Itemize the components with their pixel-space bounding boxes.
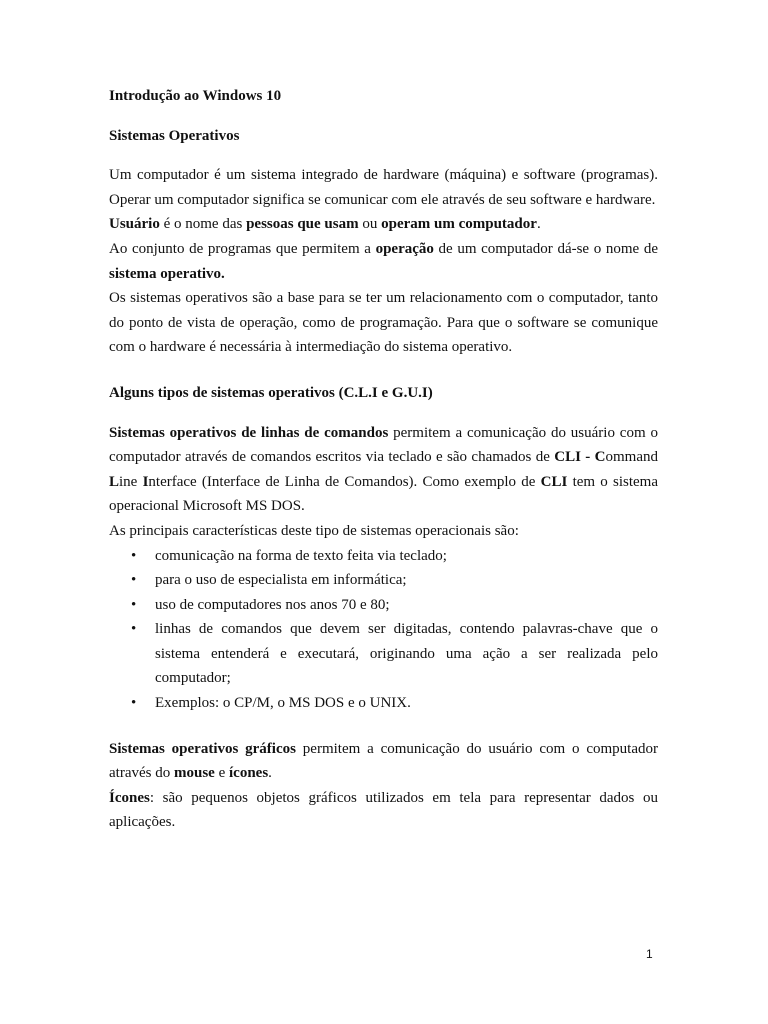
- bold-term: operam um computador: [381, 216, 537, 233]
- bullet-icon: •: [131, 572, 137, 589]
- list-item: [109, 691, 658, 716]
- bold-term: CLI: [540, 473, 568, 490]
- features-list: [109, 544, 658, 716]
- list-item: [109, 593, 658, 618]
- bold-term: mouse: [173, 765, 215, 782]
- text-run: de um computador dá-se o nome de: [433, 240, 658, 257]
- bold-term: sistema operativo.: [109, 265, 225, 282]
- list-item: [109, 568, 658, 593]
- bold-term: Usuário: [109, 216, 160, 233]
- bold-term: C: [594, 449, 606, 466]
- bold-term: pessoas que usam: [246, 216, 359, 233]
- section-heading-sistemas-operativos: Sistemas Operativos: [109, 127, 240, 144]
- bullet-icon: •: [131, 621, 137, 638]
- bold-term: I: [142, 473, 149, 490]
- bold-term: CLI: [554, 449, 581, 466]
- bullet-icon: •: [131, 695, 137, 712]
- paragraph-os-role: Os sistemas operativos são a base para se ter um relacionamento com o computador, tanto do ponto de vista de operação, como de programação. Para que o software se comunique com o hardware é necessária à intermediação do sistema operativo.: [109, 290, 658, 356]
- text-run: é o nome das: [159, 216, 247, 233]
- list-item-text: linhas de comandos que devem ser digitadas, contendo palavras-chave que o sistema entenderá e executará, originando uma ação a ser realizada pelo computador;: [155, 621, 658, 687]
- list-item-text: Exemplos: o CP/M, o MS DOS e o UNIX.: [155, 695, 411, 712]
- paragraph-gui: [109, 737, 658, 786]
- document-body: [109, 84, 658, 835]
- text-run: permitem a comunicação do usuário com o computador através do: [109, 740, 658, 782]
- paragraph-computer-definition: Um computador é um sistema integrado de hardware (máquina) e software (programas). Operar um computador significa se comunicar com ele através de seu software e hardware.: [109, 167, 658, 208]
- bold-term: Sistemas operativos gráficos: [109, 740, 296, 757]
- spacer: [109, 716, 658, 737]
- bullet-icon: •: [131, 547, 137, 564]
- paragraph-user-definition: [109, 212, 658, 237]
- list-item: [109, 544, 658, 569]
- list-item-text: comunicação na forma de texto feita via teclado;: [155, 547, 447, 564]
- text-run: ine: [119, 473, 143, 490]
- list-item: [109, 617, 658, 691]
- text-run: e: [214, 765, 229, 782]
- paragraph-os-definition: [109, 237, 658, 286]
- text-run: ou: [358, 216, 382, 233]
- list-item-text: para o uso de especialista em informática;: [155, 572, 407, 589]
- document-title: Introdução ao Windows 10: [109, 88, 282, 104]
- list-item-text: uso de computadores nos anos 70 e 80;: [155, 596, 390, 613]
- bullet-icon: •: [131, 596, 137, 613]
- bold-term: operação: [375, 240, 434, 257]
- bold-term: L: [109, 473, 120, 490]
- bold-term: Sistemas operativos de linhas de comandos: [109, 424, 389, 441]
- text-run: ommand: [605, 449, 659, 466]
- text-run: : são pequenos objetos gráficos utilizados em tela para representar dados ou aplicações.: [109, 789, 658, 831]
- text-run: .: [536, 216, 541, 233]
- bold-term: -: [580, 449, 595, 466]
- page-number: 1: [646, 947, 653, 961]
- paragraph-cli: [109, 421, 658, 519]
- text-run: nterface (Interface de Linha de Comandos). Como exemplo de: [148, 473, 541, 490]
- paragraph-features-intro: As principais características deste tipo de sistemas operacionais são:: [109, 522, 519, 539]
- text-run: permitem a comunicação do usuário com o computador através de comandos escritos via teclado e são chamados de: [109, 424, 658, 466]
- bold-term: ícones: [229, 765, 269, 782]
- text-run: Ao conjunto de programas que permitem a: [109, 240, 376, 257]
- section-heading-os-types: Alguns tipos de sistemas operativos (C.L.I e G.U.I): [109, 384, 433, 401]
- bold-term: Ícones: [109, 789, 150, 806]
- text-run: tem o sistema operacional Microsoft MS DOS.: [109, 473, 658, 515]
- text-run: .: [268, 765, 272, 782]
- paragraph-icons: [109, 786, 658, 835]
